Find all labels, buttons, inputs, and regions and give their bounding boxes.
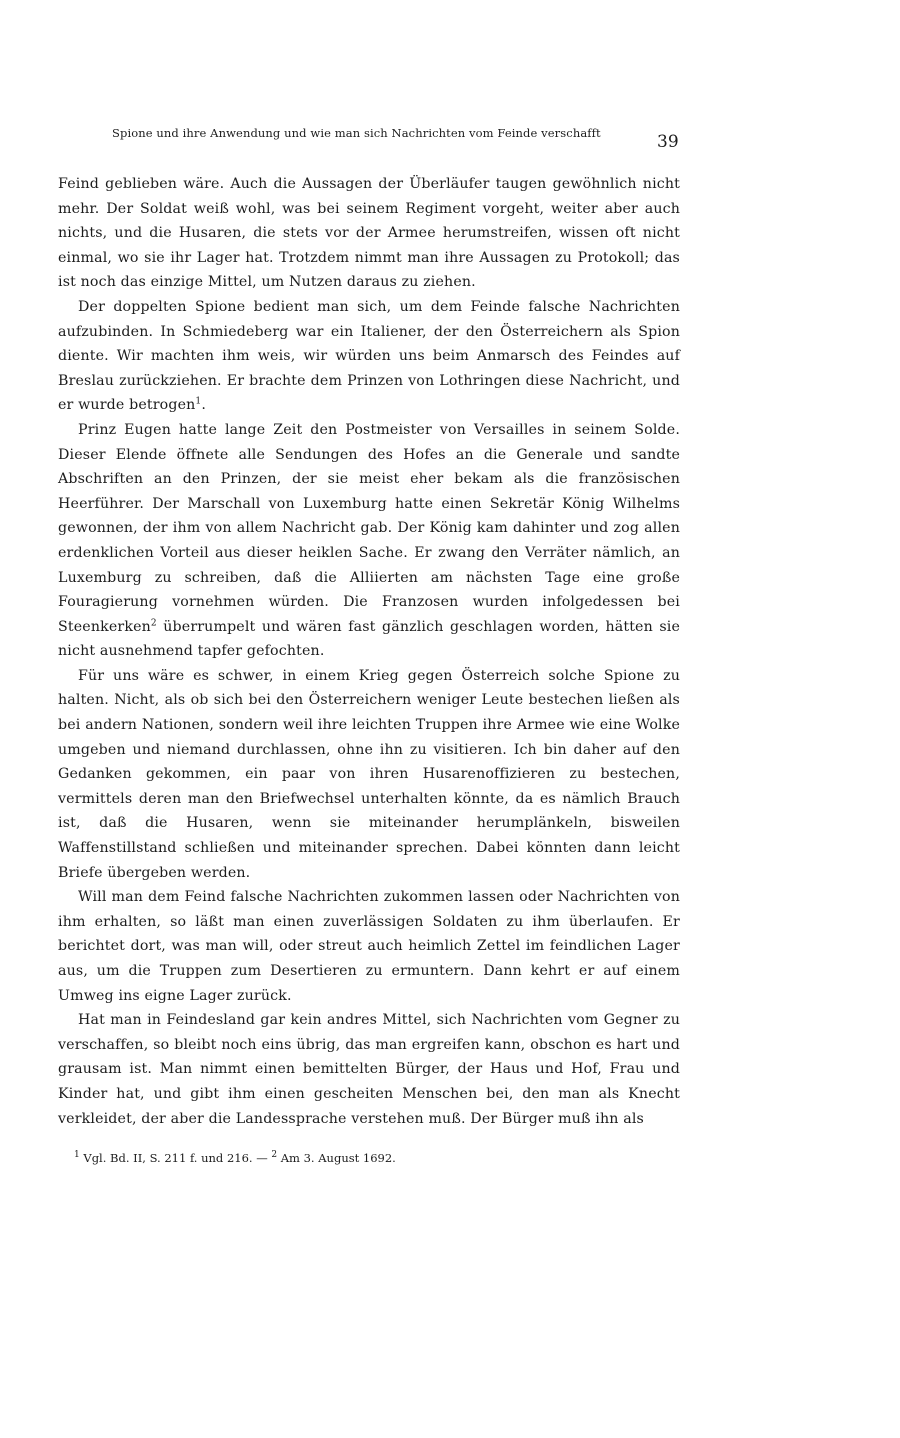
paragraph-6: Hat man in Feindesland gar kein andres Mittel, sich Nachrichten vom Gegner zu verschaffen, so bleibt noch eins übrig, das man ergreifen kann, obschon es hart und grausam ist. Man nimmt einen bemittelten Bürger, der Haus und Hof, Frau und Kinder hat, und gibt ihm einen gescheiten Menschen bei, den man als Knecht verkleidet, der aber die Landessprache verstehen muß. Der Bürger muß ihn als bbox=[58, 1012, 680, 1127]
paragraph-3-text-b: überrumpelt und wären fast gänzlich geschlagen worden, hätten sie nicht ausnehmend tapfer gefochten. bbox=[58, 618, 680, 660]
paragraph-3-text-a: Prinz Eugen hatte lange Zeit den Postmeister von Versailles in seinem Solde. Dieser Elende öffnete alle Sendungen des Hofes an die Generale und sandte Abschriften an den Prinzen, der sie meist eher bekam als die französischen Heerführer. Der Marschall von Luxemburg hatte einen Sekretär König Wilhelms gewonnen, der ihm von allem Nachricht gab. Der König kam dahinter und zog allen erdenklichen Vorteil aus dieser heiklen Sache. Er zwang den Verräter nämlich, an Luxemburg zu schreiben, daß die Alliierten am nächsten Tage eine große Fouragierung vornehmen würden. Die Franzosen wurden infolgedessen bei Steenkerken bbox=[58, 421, 680, 635]
running-head: Spione und ihre Anwendung und wie man sich Nachrichten vom Feinde verschafft bbox=[112, 126, 601, 140]
page-number: 39 bbox=[657, 132, 679, 152]
paragraph-1: Feind geblieben wäre. Auch die Aussagen der Überläufer taugen gewöhnlich nicht mehr. Der Soldat weiß wohl, was bei seinem Regiment vorgeht, weiter aber auch nichts, und die Husaren, die stets vor der Armee herumstreifen, wissen oft nicht einmal, wo sie ihr Lager hat. Trotzdem nimmt man ihre Aussagen zu Protokoll; das ist noch das einzige Mittel, um Nutzen daraus zu ziehen. bbox=[58, 176, 680, 291]
paragraph-2-text: Der doppelten Spione bedient man sich, um dem Feinde falsche Nachrichten aufzubinden. In Schmiedeberg war ein Italiener, der den Österreichern als Spion diente. Wir machten ihm weis, wir würden uns beim Anmarsch des Feindes auf Breslau zurückziehen. Er brachte dem Prinzen von Lothringen diese Nachricht, und er wurde betrogen bbox=[58, 298, 680, 414]
footnote-mark-1: 1 bbox=[74, 1150, 80, 1161]
footnotes bbox=[74, 1151, 674, 1165]
main-text bbox=[58, 172, 680, 1131]
footnote-mark-2: 2 bbox=[271, 1150, 278, 1161]
footnote-text-1: Vgl. Bd. II, S. 211 f. und 216. — bbox=[79, 1151, 272, 1165]
footnote-text-2: Am 3. August 1692. bbox=[277, 1151, 396, 1165]
paragraph-4: Für uns wäre es schwer, in einem Krieg gegen Österreich solche Spione zu halten. Nicht, als ob sich bei den Österreichern weniger Leute bestechen ließen als bei andern Nationen, sondern weil ihre leichten Truppen ihre Armee wie eine Wolke umgeben und niemand durchlassen, ohne ihn zu visitieren. Ich bin daher auf den Gedanken gekommen, ein paar von ihren Husarenoffizieren zu bestechen, vermittels deren man den Briefwechsel unterhalten könnte, da es nämlich Brauch ist, daß die Husaren, wenn sie miteinander herumplänkeln, bisweilen Waffenstillstand schließen und miteinander sprechen. Dabei könnten dann leicht Briefe übergeben werden. bbox=[58, 667, 680, 881]
paragraph-2-end: . bbox=[201, 397, 206, 414]
paragraph-5: Will man dem Feind falsche Nachrichten zukommen lassen oder Nachrichten von ihm erhalten, so läßt man einen zuverlässigen Soldaten zu ihm überlaufen. Er berichtet dort, was man will, oder streut auch heimlich Zettel im feindlichen Lager aus, um die Truppen zum Desertieren zu ermuntern. Dann kehrt er auf einem Umweg ins eigne Lager zurück. bbox=[58, 889, 680, 1004]
paragraph-2 bbox=[58, 295, 680, 418]
footnote-ref-2: 2 bbox=[150, 617, 157, 628]
footnote-ref-1: 1 bbox=[195, 396, 202, 407]
paragraph-3 bbox=[58, 418, 680, 664]
